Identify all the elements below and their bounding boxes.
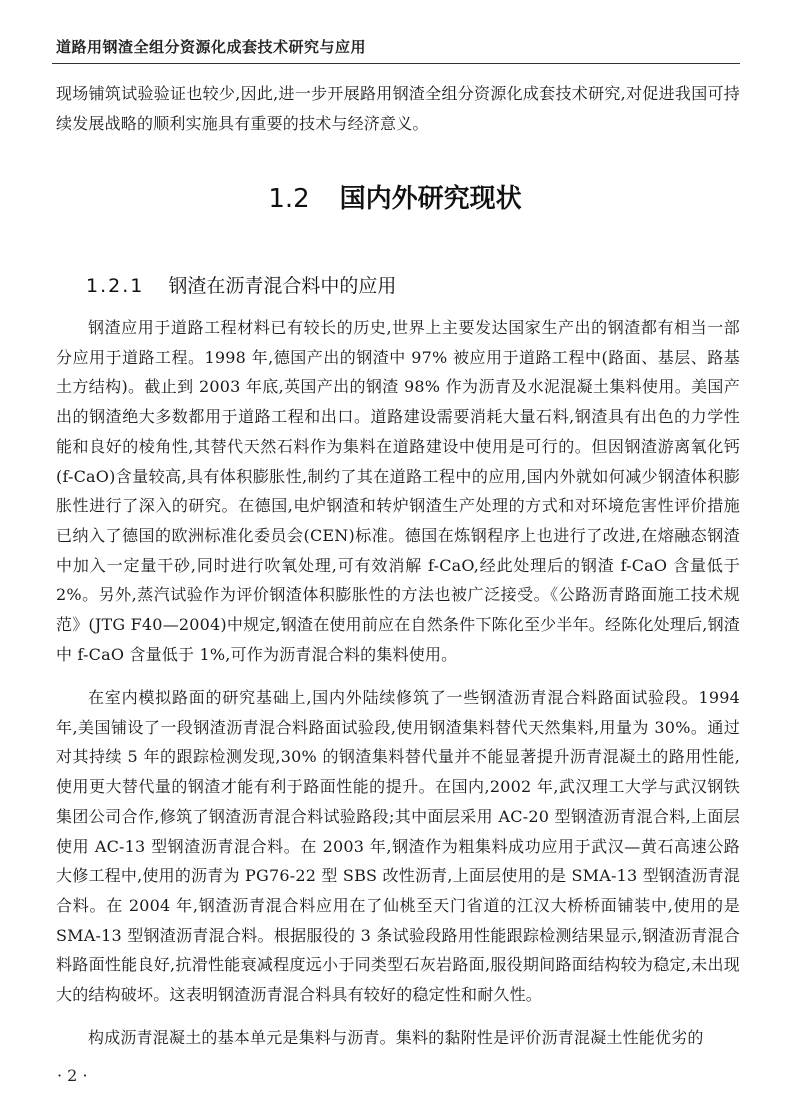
subsection-number: 1.2.1 [86, 275, 145, 297]
paragraph-test-sections: 在室内模拟路面的研究基础上,国内外陆续修筑了一些钢渣沥青混合料路面试验段。1994 年,美国铺设了一段钢渣沥青混合料路面试验段,使用钢渣集料替代天然集料,用量为 30%。通过对其持续 5 年的跟踪检测发现,30% 的钢渣集料替代量并不能显著提升沥青混凝土的路用性能,使用更大替代量的钢渣才能有利于路面性能的提升。在国内,2002 年,武汉理工大学与武汉钢铁集团公司合作,修筑了钢渣沥青混合料试验路段;其中面层采用 AC-20 型钢渣沥青混合料,上面层使用 AC-13 型钢渣沥青混合料。在 2003 年,钢渣作为粗集料成功应用于武汉—黄石高速公路大修工程中,使用的沥青为 PG76-22 型 SBS 改性沥青,上面层使用的是 SMA-13 型钢渣沥青混合料。在 2004 年,钢渣沥青混合料应用在了仙桃至天门省道的江汉大桥桥面铺装中,使用的是 SMA-13 型钢渣沥青混合料。根据服役的 3 条试验段路用性能跟踪检测结果显示,钢渣沥青混合料路面性能良好,抗滑性能衰减程度远小于同类型石灰岩路面,服役期间路面结构较为稳定,未出现大的结构破坏。这表明钢渣沥青混合料具有较好的稳定性和耐久性。 [56, 688, 740, 1005]
subsection-title: 钢渣在沥青混合料中的应用 [168, 275, 397, 297]
section-title: 国内外研究现状 [339, 184, 522, 214]
running-head-title: 道路用钢渣全组分资源化成套技术研究与应用 [56, 38, 367, 56]
header-divider [52, 63, 740, 64]
page-number: · 2 · [57, 1066, 88, 1085]
paragraph-steel-slag-history: 钢渣应用于道路工程材料已有较长的历史,世界上主要发达国家生产出的钢渣都有相当一部分应用于道路工程。1998 年,德国产出的钢渣中 97% 被应用于道路工程中(路面、基层、路基土方结构)。截止到 2003 年底,英国产出的钢渣 98% 作为沥青及水泥混凝土集料使用。美国产出的钢渣绝大多数都用于道路工程和出口。道路建设需要消耗大量石料,钢渣具有出色的力学性能和良好的棱角性,其替代天然石料作为集料在道路建设中使用是可行的。但因钢渣游离氧化钙(f-CaO)含量较高,具有体积膨胀性,制约了其在道路工程中的应用,国内外就如何减少钢渣体积膨胀性进行了深入的研究。在德国,电炉钢渣和转炉钢渣生产处理的方式和对环境危害性评价措施已纳入了德国的欧洲标准化委员会(CEN)标准。德国在炼钢程序上也进行了改进,在熔融态钢渣中加入一定量干砂,同时进行吹氧处理,可有效消解 f-CaO,经此处理后的钢渣 f-CaO 含量低于 2%。另外,蒸汽试验作为评价钢渣体积膨胀性的方法也被广泛接受。《公路沥青路面施工技术规范》(JTG F40—2004)中规定,钢渣在使用前应在自然条件下陈化至少半年。经陈化处理后,钢渣中 f-CaO 含量低于 1%,可作为沥青混合料的集料使用。 [56, 318, 740, 664]
paragraph-asphalt-components: 构成沥青混凝土的基本单元是集料与沥青。集料的黏附性是评价沥青混凝土性能优劣的 [88, 1028, 704, 1047]
subsection-heading [86, 271, 396, 298]
section-number: 1.2 [268, 184, 310, 214]
section-heading [0, 178, 790, 215]
paragraph-intro-continuation: 现场铺筑试验验证也较少,因此,进一步开展路用钢渣全组分资源化成套技术研究,对促进我国可持续发展战略的顺利实施具有重要的技术与经济意义。 [56, 84, 740, 133]
